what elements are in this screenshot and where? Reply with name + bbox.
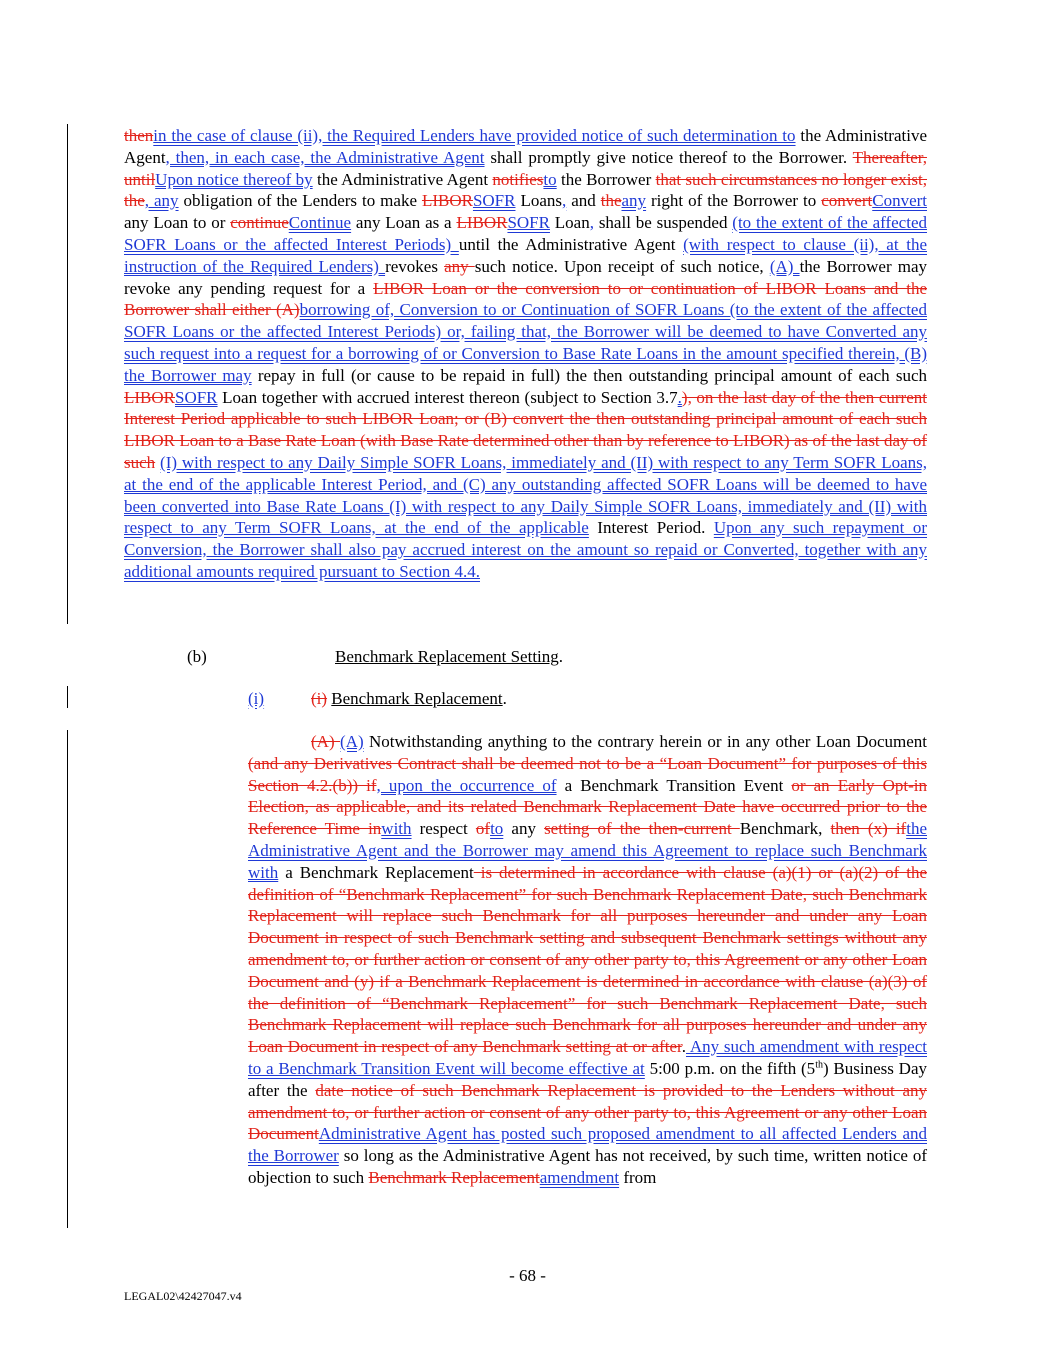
inserted-text: in the case of clause (ii), the Required Lenders have provided notice of such determination to: [153, 126, 796, 145]
deleted-text: then (x) if: [830, 819, 907, 839]
inserted-text: to: [490, 819, 504, 839]
text-run: the Borrower: [556, 169, 656, 189]
inserted-text: Continue: [288, 213, 352, 233]
inserted-text: , any: [144, 191, 179, 211]
inserted-text: Administrative Agent has posted such proposed amendment to all affected Lenders and the Borrower: [248, 1124, 927, 1166]
inserted-text: the Administrative Agent and the Borrower may amend this Agreement to replace such Benchmark with: [248, 819, 927, 882]
change-bar: [67, 686, 68, 708]
deleted-text: that such circumstances no longer exist, the: [124, 169, 928, 211]
inserted-text: , then, in each case, the Administrative Agent: [165, 147, 485, 167]
text-run: until the Administrative Agent: [458, 234, 684, 254]
text-run: 5:00 p.m. on the fifth (5: [644, 1058, 816, 1078]
superscript-text: th: [815, 1059, 823, 1071]
text-run: and: [566, 191, 601, 211]
text-run: Loans: [515, 191, 562, 211]
deleted-text: or an Early Opt-in Election, as applicable, and its related Benchmark Replacement Date have occurred prior to the Reference Time in: [248, 775, 928, 839]
text-run: any Loan to or: [124, 213, 231, 233]
deleted-text: (and any Derivatives Contract shall be deemed not to be a “Loan Document” for purposes of this Section 4.2.(b)) if: [248, 753, 927, 795]
inserted-text: (A): [769, 256, 800, 276]
inserted-text: ,: [589, 213, 594, 233]
text-run: the Borrower may revoke any pending request for a: [124, 256, 928, 298]
deleted-text: is determined in accordance with clause (a)(1) or (a)(2) of the definition of “Benchmark Replacement” for such Benchmark Replacement Date, such Benchmark Replacement will replace such Benchmark for all purposes hereunder and under any Loan Document in respect of such Benchmark setting and subsequent Benchmark settings without any amendment to, or further action or consent of any other party to, this Agreement or any other Loan Document and (y) if a Benchmark Replacement is determined in accordance with clause (a)(3) of the definition of “Benchmark Replacement” for such Benchmark Replacement Date, such Benchmark Replacement will replace such Benchmark for all purposes hereunder and under any Loan Document in respect of any Benchmark setting at or after: [248, 862, 927, 1057]
clause-i-heading: [311, 688, 507, 710]
subsection-b-label: (b): [187, 647, 207, 666]
text-run: any Loan as a: [351, 213, 457, 233]
inserted-text: (with respect to clause (ii), at the instruction of the Required Lenders): [124, 234, 927, 276]
inserted-text: Upon notice thereof by: [155, 169, 313, 189]
text-run: right of the Borrower to: [646, 191, 822, 211]
deleted-text: then: [124, 126, 154, 145]
text-run: Loan together with accrued interest thereon (subject to Section 3.7: [217, 387, 678, 407]
deleted-text: the: [600, 191, 622, 211]
inserted-text: to: [543, 169, 557, 189]
text-run: shall promptly give notice thereof to the Borrower.: [484, 147, 853, 167]
inserted-text: SOFR: [507, 213, 550, 233]
inserted-text: Any such amendment with respect to a Benchmark Transition Event will become effective at: [248, 1037, 927, 1078]
subsection-b-title: Benchmark Replacement Setting: [335, 647, 559, 666]
clause-i-deleted-label: (i): [311, 689, 328, 708]
inserted-text: amendment: [539, 1167, 620, 1187]
deleted-text: LIBOR: [456, 213, 508, 233]
clause-i-label: [248, 688, 264, 710]
change-bar: [67, 124, 68, 624]
text-run: a Benchmark Transition Event: [556, 775, 792, 795]
inserted-text: (to the extent of the affected SOFR Loans or the affected Interest Periods): [124, 213, 927, 254]
clause-i-inserted-label: (i): [248, 689, 265, 708]
deleted-text: Benchmark Replacement: [368, 1167, 540, 1187]
deleted-text: (A): [311, 732, 341, 751]
deleted-text: Thereafter, until: [124, 147, 927, 189]
text-run: respect: [411, 819, 476, 839]
change-bar: [67, 730, 68, 1228]
deleted-text: ), on the last day of the then current Interest Period applicable to such LIBOR Loan; or (B) convert the then outstanding principal amount of each such LIBOR Loan to a Base Rate Loan (with Base Rate determined other than by reference to LIBOR) as of the last day of such: [124, 387, 927, 472]
text-run: the Administrative Agent: [312, 169, 493, 189]
text-run: revokes: [385, 256, 445, 276]
text-run: any: [503, 819, 545, 839]
deleted-text: of: [475, 819, 491, 839]
text-run: obligation of the Lenders to make: [178, 191, 422, 211]
text-run: so long as the Administrative Agent has not received, by such time, written notice of objection to such: [248, 1146, 927, 1187]
deleted-text: any: [444, 256, 475, 276]
deleted-text: LIBOR Loan or the conversion to or continuation of LIBOR Loans and the Borrower shall either (A): [124, 278, 927, 320]
inserted-text: ,: [562, 191, 567, 211]
document-id: LEGAL02\42427047.v4: [124, 1289, 242, 1303]
inserted-text: (I) with respect to any Daily Simple SOFR Loans, immediately and (II) with respect to any Term SOFR Loans, at the end of the applicable Interest Period, and (C) any outstanding affected SOFR Loans will be deemed to have been converted into Base Rate Loans (I) with respect to any Daily Simple SOFR Loans, immediately and (II) with respect to any Term SOFR Loans, at the end of the applicable: [124, 452, 927, 538]
inserted-text: Convert: [872, 191, 928, 211]
inserted-text: borrowing of, Conversion to or Continuation of SOFR Loans (to the extent of the affected SOFR Loans or the affected Interest Periods) or, failing that, the Borrower will be deemed to have Converted any such request into a request for a borrowing of or Conversion to Base Rate Loans in the amount specified therein, (B) the Borrower may: [124, 300, 927, 385]
text-run: from: [619, 1167, 657, 1187]
text-run: repay in full (or cause to be repaid in full) the then outstanding principal amount of each such: [251, 365, 927, 385]
text-run: a Benchmark Replacement: [278, 862, 474, 882]
inserted-text: with: [381, 819, 412, 839]
inserted-text: SOFR: [472, 191, 516, 211]
deleted-text: notifies: [492, 169, 544, 189]
inserted-text: Upon any such repayment or Conversion, the Borrower shall also pay accrued interest on the amount so repaid or Converted, together with any additional amounts required pursuant to Section 4.4.: [124, 518, 928, 581]
deleted-text: LIBOR: [124, 387, 175, 407]
inserted-text: , upon the occurrence of: [376, 775, 557, 795]
inserted-text: .: [677, 387, 682, 407]
clause-A-paragraph: [248, 731, 927, 1189]
text-run: Loan: [549, 213, 590, 233]
inserted-text: SOFR: [175, 387, 218, 407]
subsection-b-suffix: .: [558, 647, 564, 666]
page-number: - 68 -: [509, 1266, 546, 1285]
text-run: Notwithstanding anything to the contrary herein or in any other Loan Document: [363, 732, 927, 751]
inserted-text: (A): [340, 732, 364, 751]
section-a-paragraph: [124, 125, 927, 583]
clause-i-suffix: .: [502, 689, 507, 708]
text-run: Interest Period.: [588, 518, 714, 538]
subsection-b-heading: [335, 646, 563, 668]
text-run: shall be suspended: [593, 213, 733, 233]
text-run: .: [681, 1037, 687, 1057]
deleted-text: continue: [230, 213, 289, 233]
text-run: such notice. Upon receipt of such notice,: [474, 256, 770, 276]
deleted-text: date notice of such Benchmark Replacement is provided to the Lenders without any amendment to, or further action or consent of any other party to, this Agreement or any other Loan Document: [248, 1080, 927, 1144]
text-run: the Administrative Agent: [124, 126, 927, 167]
clause-i-title: Benchmark Replacement: [331, 689, 503, 708]
text-run: Benchmark,: [739, 819, 831, 839]
text-run: ) Business Day after the: [248, 1058, 927, 1100]
deleted-text: setting of the then-current: [544, 819, 740, 839]
deleted-text: LIBOR: [421, 191, 473, 211]
deleted-text: convert: [821, 191, 873, 211]
inserted-text: any: [621, 191, 647, 211]
